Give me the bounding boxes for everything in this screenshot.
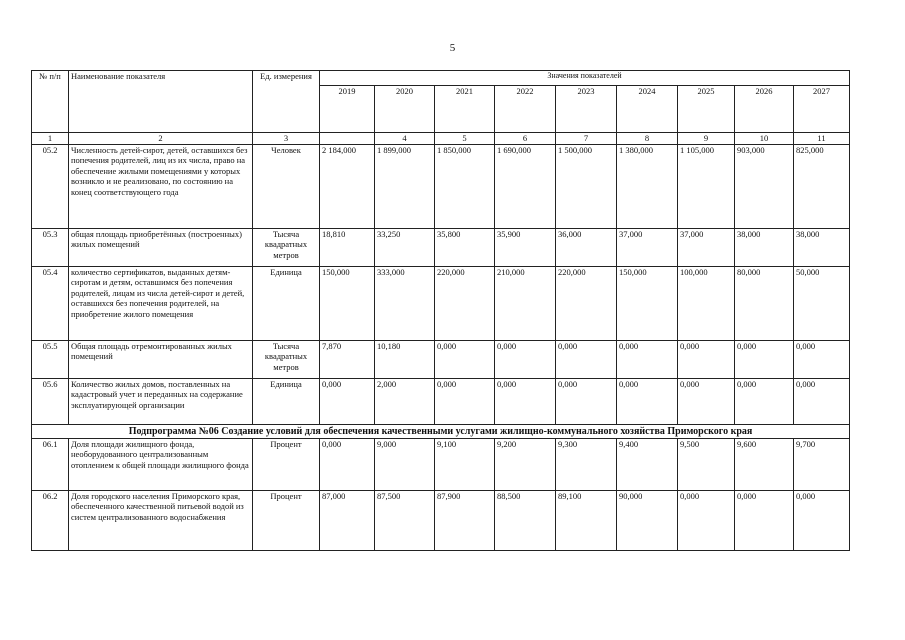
- indicator-value: 0,000: [617, 378, 678, 424]
- subprogram-title: Подпрограмма №06 Создание условий для обеспечения качественными услугами жилищно-коммунального хозяйства Приморского края: [32, 424, 850, 438]
- indicator-value: 37,000: [678, 228, 735, 266]
- indicator-value: 0,000: [794, 490, 850, 550]
- header-row-index: [32, 133, 850, 145]
- indicator-value: 100,000: [678, 266, 735, 340]
- row-number: 06.1: [32, 438, 69, 490]
- column-index: 9: [678, 133, 735, 145]
- indicator-name: Количество жилых домов, поставленных на кадастровый учет и переданных на содержание эксплуатирующей организации: [69, 378, 253, 424]
- year-header: 2019: [320, 86, 375, 133]
- unit-of-measure: Человек: [253, 144, 320, 228]
- indicator-value: 0,000: [320, 378, 375, 424]
- indicator-value: 0,000: [794, 340, 850, 378]
- indicator-value: 0,000: [556, 378, 617, 424]
- row-number: 06.2: [32, 490, 69, 550]
- indicator-value: 0,000: [435, 378, 495, 424]
- row-number: 05.5: [32, 340, 69, 378]
- unit-of-measure: Единица: [253, 266, 320, 340]
- indicator-value: 0,000: [320, 438, 375, 490]
- indicator-name: количество сертификатов, выданных детям-сиротам и детям, оставшимся без попечения родителей, лицам из числа детей-сирот и детей, оставшихся без попечения родителей, на приобретение жилого помещения: [69, 266, 253, 340]
- unit-of-measure: Тысяча квадратных метров: [253, 228, 320, 266]
- indicator-value: 9,600: [735, 438, 794, 490]
- year-header: 2026: [735, 86, 794, 133]
- values-group-header: Значения показателей: [320, 71, 850, 86]
- indicator-value: 9,700: [794, 438, 850, 490]
- indicator-value: 80,000: [735, 266, 794, 340]
- indicator-value: 87,000: [320, 490, 375, 550]
- indicator-value: 35,800: [435, 228, 495, 266]
- indicator-value: 89,100: [556, 490, 617, 550]
- indicator-value: 37,000: [617, 228, 678, 266]
- year-header: 2022: [495, 86, 556, 133]
- indicator-value: 2,000: [375, 378, 435, 424]
- column-index: 7: [556, 133, 617, 145]
- indicator-value: 7,870: [320, 340, 375, 378]
- indicator-name: Доля городского населения Приморского края, обеспеченного качественной питьевой водой из систем централизованного водоснабжения: [69, 490, 253, 550]
- indicator-value: 0,000: [678, 490, 735, 550]
- unit-of-measure: Процент: [253, 490, 320, 550]
- indicator-value: 1 105,000: [678, 144, 735, 228]
- indicator-value: 88,500: [495, 490, 556, 550]
- year-header: 2025: [678, 86, 735, 133]
- indicator-value: 9,100: [435, 438, 495, 490]
- indicator-name: общая площадь приобретённых (построенных) жилых помещений: [69, 228, 253, 266]
- col-name-header: Наименование показателя: [69, 71, 253, 133]
- indicator-value: 35,900: [495, 228, 556, 266]
- indicator-value: 9,200: [495, 438, 556, 490]
- indicator-value: 18,810: [320, 228, 375, 266]
- table-row: [32, 340, 850, 378]
- indicator-value: 36,000: [556, 228, 617, 266]
- column-index: 5: [435, 133, 495, 145]
- unit-of-measure: Процент: [253, 438, 320, 490]
- indicator-value: 1 500,000: [556, 144, 617, 228]
- indicator-value: 50,000: [794, 266, 850, 340]
- indicator-value: 0,000: [617, 340, 678, 378]
- column-index: 10: [735, 133, 794, 145]
- column-index: 2: [69, 133, 253, 145]
- indicator-value: 1 690,000: [495, 144, 556, 228]
- indicator-value: 90,000: [617, 490, 678, 550]
- indicator-value: 903,000: [735, 144, 794, 228]
- indicator-value: 2 184,000: [320, 144, 375, 228]
- col-num-header: № п/п: [32, 71, 69, 133]
- indicator-value: 9,000: [375, 438, 435, 490]
- column-index: [320, 133, 375, 145]
- indicator-value: 220,000: [435, 266, 495, 340]
- indicator-value: 0,000: [735, 378, 794, 424]
- table-row: [32, 490, 850, 550]
- indicator-value: 0,000: [556, 340, 617, 378]
- column-index: 4: [375, 133, 435, 145]
- col-unit-header: Ед. измерения: [253, 71, 320, 133]
- indicator-value: 0,000: [678, 340, 735, 378]
- indicator-value: 87,900: [435, 490, 495, 550]
- table-row: [32, 228, 850, 266]
- indicator-value: 38,000: [794, 228, 850, 266]
- indicator-value: 825,000: [794, 144, 850, 228]
- row-number: 05.3: [32, 228, 69, 266]
- page-number: 5: [449, 42, 456, 54]
- year-header: 2023: [556, 86, 617, 133]
- indicator-value: 0,000: [794, 378, 850, 424]
- indicator-name: Общая площадь отремонтированных жилых помещений: [69, 340, 253, 378]
- indicator-value: 150,000: [617, 266, 678, 340]
- indicator-value: 9,300: [556, 438, 617, 490]
- table-row: [32, 266, 850, 340]
- indicator-value: 1 899,000: [375, 144, 435, 228]
- indicator-value: 0,000: [735, 490, 794, 550]
- indicator-value: 150,000: [320, 266, 375, 340]
- indicator-value: 10,180: [375, 340, 435, 378]
- indicator-name: Численность детей-сирот, детей, оставшихся без попечения родителей, лиц из их числа, право на обеспечение жилыми помещениями у которых возникло и не реализовано, по состоянию на конец соответствующего года: [69, 144, 253, 228]
- year-header: 2024: [617, 86, 678, 133]
- indicators-table: [31, 70, 850, 551]
- table-row: [32, 144, 850, 228]
- year-header: 2020: [375, 86, 435, 133]
- indicator-value: 210,000: [495, 266, 556, 340]
- header-row-top: [32, 71, 850, 86]
- unit-of-measure: Единица: [253, 378, 320, 424]
- indicator-value: 333,000: [375, 266, 435, 340]
- row-number: 05.4: [32, 266, 69, 340]
- indicator-value: 0,000: [678, 378, 735, 424]
- indicator-value: 1 380,000: [617, 144, 678, 228]
- indicator-value: 38,000: [735, 228, 794, 266]
- indicator-value: 0,000: [735, 340, 794, 378]
- section-row: [32, 424, 850, 438]
- indicator-value: 1 850,000: [435, 144, 495, 228]
- year-header: 2027: [794, 86, 850, 133]
- table-body: [32, 144, 850, 550]
- indicator-value: 0,000: [495, 378, 556, 424]
- column-index: 3: [253, 133, 320, 145]
- indicator-value: 87,500: [375, 490, 435, 550]
- table-row: [32, 438, 850, 490]
- column-index: 1: [32, 133, 69, 145]
- column-index: 8: [617, 133, 678, 145]
- indicator-name: Доля площади жилищного фонда, необорудованного централизованным отоплением к общей площади жилищного фонда: [69, 438, 253, 490]
- row-number: 05.6: [32, 378, 69, 424]
- row-number: 05.2: [32, 144, 69, 228]
- indicator-value: 33,250: [375, 228, 435, 266]
- column-index: 6: [495, 133, 556, 145]
- year-header: 2021: [435, 86, 495, 133]
- indicator-value: 9,500: [678, 438, 735, 490]
- indicator-value: 0,000: [435, 340, 495, 378]
- indicator-value: 9,400: [617, 438, 678, 490]
- table-row: [32, 378, 850, 424]
- column-index: 11: [794, 133, 850, 145]
- indicator-value: 0,000: [495, 340, 556, 378]
- unit-of-measure: Тысяча квадратных метров: [253, 340, 320, 378]
- indicator-value: 220,000: [556, 266, 617, 340]
